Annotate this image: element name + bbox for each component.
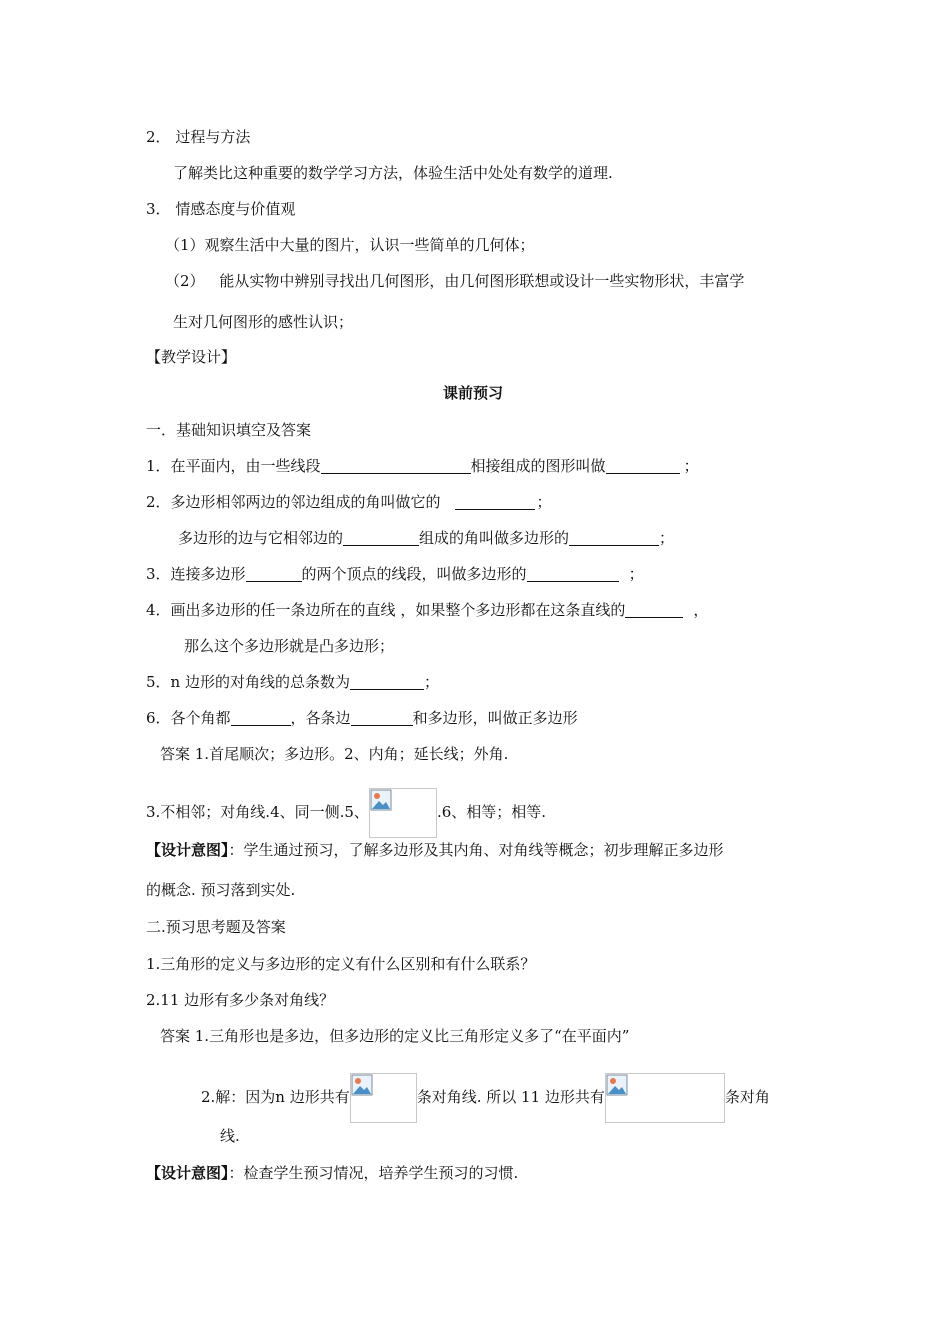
question-1	[146, 456, 699, 476]
part1-intent-text: ：学生通过预习，了解多边形及其内角、对角线等概念；初步理解正多边形	[228, 841, 724, 859]
question-6-text-a: 6．各个角都	[146, 709, 231, 727]
design-header: 【教学设计】	[146, 348, 237, 366]
part1-intent	[146, 840, 724, 860]
question-1-text-c: ；	[683, 457, 699, 475]
answer-blank[interactable]	[343, 529, 419, 546]
broken-image-icon	[370, 789, 392, 811]
question-2b-text-b: 组成的角叫做多边形的	[419, 529, 570, 547]
part2-answer-line2-continued: 线.	[220, 1127, 240, 1145]
answer-blank[interactable]	[455, 493, 535, 510]
broken-image-icon	[351, 1074, 373, 1096]
question-4-continued: 那么这个多边形就是凸多边形；	[184, 637, 395, 655]
question-2b-text-a: 多边形的边与它相邻边的	[178, 529, 344, 547]
question-3	[146, 564, 644, 584]
question-6-text-b: ，各条边	[290, 709, 351, 727]
part2-answer-line2	[201, 1073, 770, 1123]
section3-item2-text: 能从实物中辨别寻找出几何图形，由几何图形联想或设计一些实物形状，丰富学	[219, 272, 745, 290]
part2-intent-text: ：检查学生预习情况，培养学生预习的习惯.	[228, 1164, 519, 1182]
part2-question-2: 2.11 边形有多少条对角线？	[146, 991, 335, 1009]
section2-title: 过程与方法	[175, 128, 251, 146]
part1-answer-line2	[146, 788, 546, 838]
question-3-text-b: 的两个顶点的线段，叫做多边形的	[301, 565, 527, 583]
question-2-text-a: 2．多边形相邻两边的邻边组成的角叫做它的	[146, 493, 441, 511]
question-4	[146, 600, 708, 620]
question-5-text-a: 5．n 边形的对角线的总条数为	[146, 673, 350, 691]
question-5	[146, 672, 439, 692]
question-1-text-a: 1．在平面内，由一些线段	[146, 457, 321, 475]
part1-answer-line2-a: 3.不相邻；对角线.4、同一侧.5、	[146, 803, 369, 821]
broken-image-placeholder	[605, 1073, 725, 1123]
question-5-text-b: ；	[423, 673, 439, 691]
section3-item2-continued: 生对几何图形的感性认识；	[173, 313, 354, 331]
part1-intent-label: 【设计意图】	[146, 841, 229, 859]
section3-number: 3．	[146, 200, 171, 218]
answer-blank[interactable]	[351, 709, 413, 726]
answer-blank[interactable]	[527, 565, 619, 582]
answer-blank[interactable]	[321, 457, 471, 474]
question-2	[146, 492, 552, 512]
part1-answer-line1: 答案 1.首尾顺次；多边形。2、内角；延长线；外角.	[160, 745, 509, 763]
part2-answer-line2-b: 条对角线. 所以 11 边形共有	[416, 1088, 605, 1106]
question-4-text-a: 4．画出多边形的任一条边所在的直线 ，如果整个多边形都在这条直线的	[146, 601, 626, 619]
part1-answer-line2-b: .6、相等；相等.	[436, 803, 547, 821]
part1-heading: 一．基础知识填空及答案	[146, 421, 312, 439]
part2-question-1: 1.三角形的定义与多边形的定义有什么区别和有什么联系？	[146, 955, 536, 973]
answer-blank[interactable]	[606, 457, 680, 474]
answer-blank[interactable]	[350, 673, 424, 690]
question-4-text-b: ，	[693, 601, 709, 619]
part2-intent	[146, 1163, 518, 1183]
section3-title: 情感态度与价值观	[175, 200, 296, 218]
section2-number: 2．	[146, 128, 171, 146]
part2-heading: 二.预习思考题及答案	[146, 918, 286, 936]
answer-blank[interactable]	[569, 529, 659, 546]
answer-blank[interactable]	[625, 601, 683, 618]
part2-answer-line2-c: 条对角	[724, 1088, 770, 1106]
part2-intent-label: 【设计意图】	[146, 1164, 229, 1182]
question-6	[146, 708, 578, 728]
question-6-text-c: 和多边形，叫做正多边形	[412, 709, 578, 727]
broken-image-placeholder	[350, 1073, 417, 1123]
answer-blank[interactable]	[231, 709, 291, 726]
section3-item2	[165, 271, 744, 291]
question-1-text-b: 相接组成的图形叫做	[470, 457, 606, 475]
part2-answer-line2-a: 2.解：因为n 边形共有	[201, 1088, 350, 1106]
question-2b-text-c: ；	[659, 529, 675, 547]
broken-image-placeholder	[369, 788, 437, 838]
answer-blank[interactable]	[246, 565, 302, 582]
section3-item1: （1）观察生活中大量的图片，认识一些简单的几何体；	[165, 236, 535, 254]
preview-title: 课前预习	[443, 384, 504, 402]
section2-heading	[146, 127, 250, 147]
broken-image-icon	[606, 1074, 628, 1096]
section2-text: 了解类比这种重要的数学学习方法，体验生活中处处有数学的道理.	[173, 164, 613, 182]
question-3-text-c: ；	[628, 565, 644, 583]
part2-answer-line1: 答案 1.三角形也是多边，但多边形的定义比三角形定义多了“在平面内”	[160, 1027, 630, 1045]
question-3-text-a: 3．连接多边形	[146, 565, 246, 583]
part1-intent-continued: 的概念. 预习落到实处.	[146, 881, 296, 899]
section3-heading	[146, 199, 295, 219]
question-2b	[178, 528, 674, 548]
section3-item2-label: （2）	[165, 272, 205, 290]
question-2-text-b: ；	[536, 493, 552, 511]
